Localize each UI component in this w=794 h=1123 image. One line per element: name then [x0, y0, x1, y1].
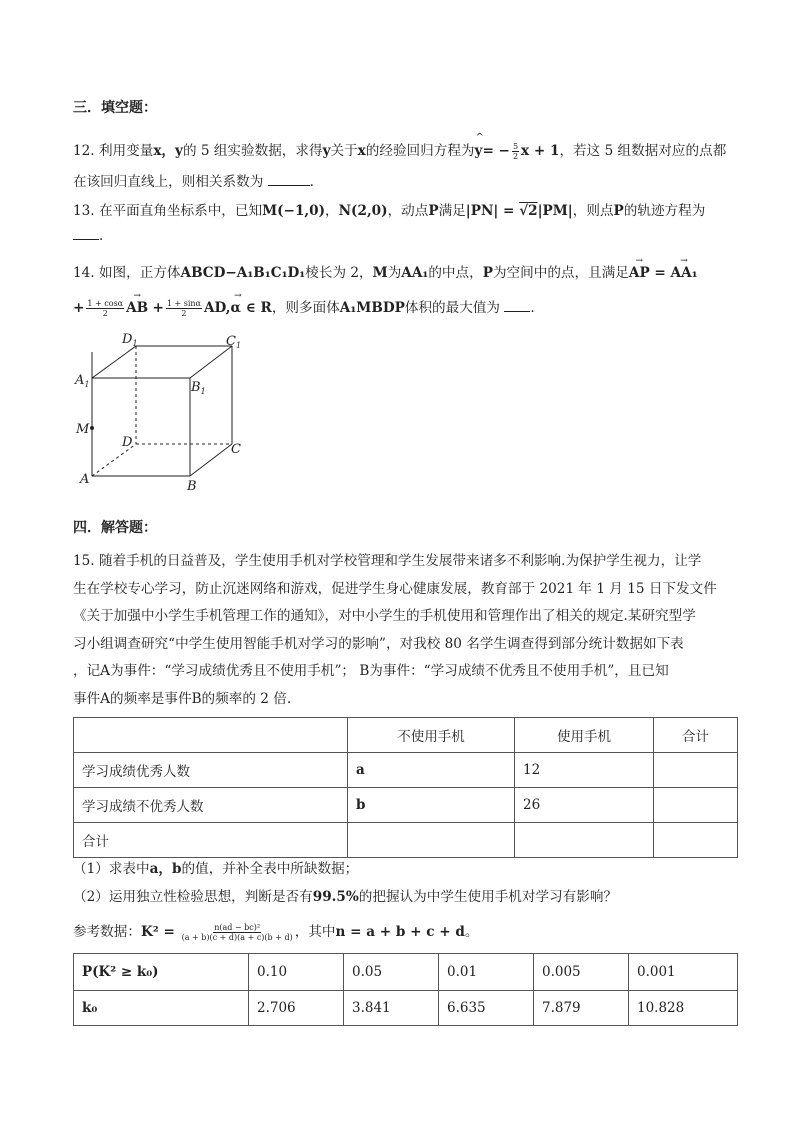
table-cell [654, 753, 738, 788]
table-row-label: k₀ [74, 991, 249, 1026]
q15-sub1-text: （1）求表中 [73, 861, 150, 877]
ref-frac-num: n(ad − bc)² [214, 923, 261, 932]
ref-k2: K² = [140, 924, 180, 940]
q12-eq-mid: = − [482, 143, 510, 159]
ref-end: 。 [464, 924, 479, 940]
table-header-cell: 合计 [654, 718, 738, 753]
q12-frac-den: 2 [512, 152, 519, 161]
q14-vector-ad: → AD,α ∈ R [204, 298, 272, 318]
table-cell: 6.635 [439, 991, 534, 1026]
q12-eq-rhs: x + 1 [521, 143, 560, 159]
q13-point-p: P [428, 203, 439, 219]
q12-text: 的经验回归方程为 [365, 143, 475, 159]
q13-condition: |PM| [537, 203, 573, 219]
q14-fraction-sin [166, 299, 202, 318]
label-c: C [231, 442, 241, 457]
q12-end: . [309, 174, 314, 190]
q12-text: 关于 [330, 143, 358, 159]
q15-sub2-percent: 99.5% [312, 889, 359, 905]
label-d1: $D_1$ [122, 332, 138, 348]
q14-edge: AA₁ [401, 265, 429, 281]
q14-text: 14. 如图，正方体 [73, 265, 181, 281]
cube-figure [70, 328, 250, 496]
q15-paragraph-line: ，记A为事件：“学习成绩优秀且不使用手机”； B为事件：“学习成绩不优秀且不使用手机”，且已知 [73, 663, 669, 679]
answer-blank[interactable] [504, 298, 530, 312]
q13-text: ，动点 [387, 203, 429, 219]
q14-point-p: P [482, 265, 493, 281]
table-cell: 2.706 [249, 991, 344, 1026]
point-m-dot [90, 426, 94, 430]
label-a1: $A_1$ [75, 373, 90, 389]
q15-subquestion-2 [73, 887, 617, 907]
q14-text: ，则多面体 [271, 300, 340, 316]
table-cell [654, 788, 738, 823]
q13-point-n: N(2,0) [338, 203, 388, 219]
question-12-line-2 [73, 172, 314, 192]
q12-text: 在该回归直线上，则相关系数为 [73, 174, 264, 190]
question-13-line-1 [73, 201, 705, 221]
table-header-cell: 使用手机 [515, 718, 654, 753]
q14-text: 为空间中的点，且满足 [492, 265, 629, 281]
q14-frac-den: 2 [181, 309, 187, 318]
q15-sub1-text: 的值，并补全表中所缺数据； [181, 861, 359, 877]
table-cell: 7.879 [534, 991, 629, 1026]
question-12-line-1 [73, 141, 726, 161]
table-row-label: P(K² ≥ k₀) [74, 954, 249, 991]
edge-bc [190, 444, 232, 476]
table-cell [348, 823, 515, 858]
q14-plus: + [152, 300, 164, 316]
table-row [74, 823, 738, 858]
q13-point-m: M(−1,0) [262, 203, 326, 219]
q15-sub2-text: （2）运用独立性检验思想，判断是否有 [73, 889, 313, 905]
edge-b1c1 [190, 346, 232, 378]
q12-text: ，若这 5 组数据对应的点都 [559, 143, 727, 159]
q13-text: ， [325, 203, 339, 219]
q14-vector-ab: → AB [126, 298, 148, 318]
q13-text: 13. 在平面直角坐标系中，已知 [73, 203, 263, 219]
table-cell: 0.05 [344, 954, 439, 991]
table-cell: b [348, 788, 515, 823]
label-c1: $C_1$ [226, 334, 242, 350]
q13-point-p: P [613, 203, 624, 219]
q14-vector-aa1: → AA₁ [671, 263, 698, 283]
table-cell: 0.10 [249, 954, 344, 991]
q14-text: 的中点， [428, 265, 483, 281]
answer-blank[interactable] [268, 172, 310, 186]
table-cell: a [348, 753, 515, 788]
table-cell: 学习成绩不优秀人数 [74, 788, 348, 823]
ref-fraction [182, 923, 293, 942]
q13-end: . [99, 228, 104, 244]
contingency-table [73, 717, 738, 858]
q13-text: 的轨迹方程为 [623, 203, 706, 219]
q15-reference-formula [73, 922, 478, 942]
q15-paragraph-line: 生在学校专心学习，防止沉迷网络和游戏，促进学生身心健康发展，教育部于 2021 年 1 月 15 日下发文件 [73, 581, 717, 597]
q14-frac-num: 1 + sinα [166, 299, 201, 308]
answer-blank[interactable] [73, 226, 99, 240]
table-cell: 学习成绩优秀人数 [74, 753, 348, 788]
q12-text: 12. 利用变量 [73, 143, 154, 159]
q12-var-y: y [322, 143, 331, 159]
q14-plus: + [73, 300, 85, 316]
q14-text: 体积的最大值为 [404, 300, 501, 316]
q12-eq-lhs: ^ y [475, 141, 483, 161]
q14-vector-ap: → AP [629, 263, 650, 283]
ref-frac-den: (a + b)(c + d)(a + c)(b + d) [181, 933, 293, 942]
edge-a1d1 [92, 346, 136, 378]
q13-text: 满足 [438, 203, 466, 219]
table-cell: 3.841 [344, 991, 439, 1026]
q14-cube-name: ABCD−A₁B₁C₁D₁ [180, 265, 306, 281]
q15-subquestion-1 [73, 859, 358, 879]
q12-frac-num: 5 [512, 142, 519, 151]
q15-paragraph-line: 15. 随着手机的日益普及，学生使用手机对学校管理和学生发展带来诸多不利影响.为保护学生视力，让学 [73, 553, 702, 569]
table-cell [515, 823, 654, 858]
q13-sqrt: √2 [519, 203, 538, 219]
question-14-line-1 [73, 263, 698, 283]
q13-condition: |PN| = [465, 203, 520, 219]
table-cell: 0.005 [534, 954, 629, 991]
ref-n-def: n = a + b + c + d [335, 924, 465, 940]
q14-frac-den: 2 [102, 309, 108, 318]
table-cell [654, 823, 738, 858]
q12-fraction [512, 142, 519, 161]
q14-equals: = [649, 265, 671, 281]
q14-text: 为 [387, 265, 402, 281]
question-13-line-2 [73, 226, 103, 246]
q15-paragraph-line: 事件A的频率是事件B的频率的 2 倍. [73, 691, 292, 707]
label-b1: $B_1$ [191, 380, 206, 396]
ref-text: ，其中 [294, 924, 336, 940]
table-header-cell [74, 718, 348, 753]
q15-paragraph-line: 习小组调查研究“中学生使用智能手机对学习的影响”，对我校 80 名学生调查得到部分统计数据如下表 [73, 636, 684, 652]
label-m: M [76, 422, 90, 437]
q14-point-m: M [372, 265, 388, 281]
q14-frac-num: 1 + cosα [87, 299, 124, 308]
q14-text: 棱长为 2， [305, 265, 373, 281]
table-row [74, 991, 738, 1026]
table-cell: 10.828 [629, 991, 738, 1026]
q15-sub2-text: 的把握认为中学生使用手机对学习有影响？ [358, 889, 618, 905]
critical-value-table [73, 953, 738, 1026]
q12-text: 的 5 组实验数据，求得 [182, 143, 323, 159]
table-row [74, 954, 738, 991]
q14-fraction-cos [86, 299, 124, 318]
q12-var-x: x [357, 143, 366, 159]
table-cell: 合计 [74, 823, 348, 858]
q12-vars: x，y [153, 143, 183, 159]
q15-sub1-vars: a，b [149, 861, 182, 877]
table-row [74, 753, 738, 788]
section-title-answer: 四．解答题： [73, 520, 157, 536]
table-header-cell: 不使用手机 [348, 718, 515, 753]
q14-polyhedron: A₁MBDP [339, 300, 405, 316]
table-cell: 12 [515, 753, 654, 788]
q15-paragraph-line: 《关于加强中小学生手机管理工作的通知》，对中小学生的手机使用和管理作出了相关的规定.某研究型学 [73, 608, 696, 624]
table-row [74, 788, 738, 823]
label-a: A [80, 472, 90, 487]
label-d: D [122, 435, 133, 450]
table-header-row [74, 718, 738, 753]
ref-text: 参考数据： [73, 924, 141, 940]
question-14-line-2 [73, 298, 535, 318]
table-cell: 0.001 [629, 954, 738, 991]
table-cell: 0.01 [439, 954, 534, 991]
q14-end: . [530, 300, 535, 316]
section-title-fill-in: 三．填空题： [73, 100, 157, 116]
table-cell: 26 [515, 788, 654, 823]
q13-text: ，则点 [572, 203, 614, 219]
label-b: B [187, 479, 197, 494]
